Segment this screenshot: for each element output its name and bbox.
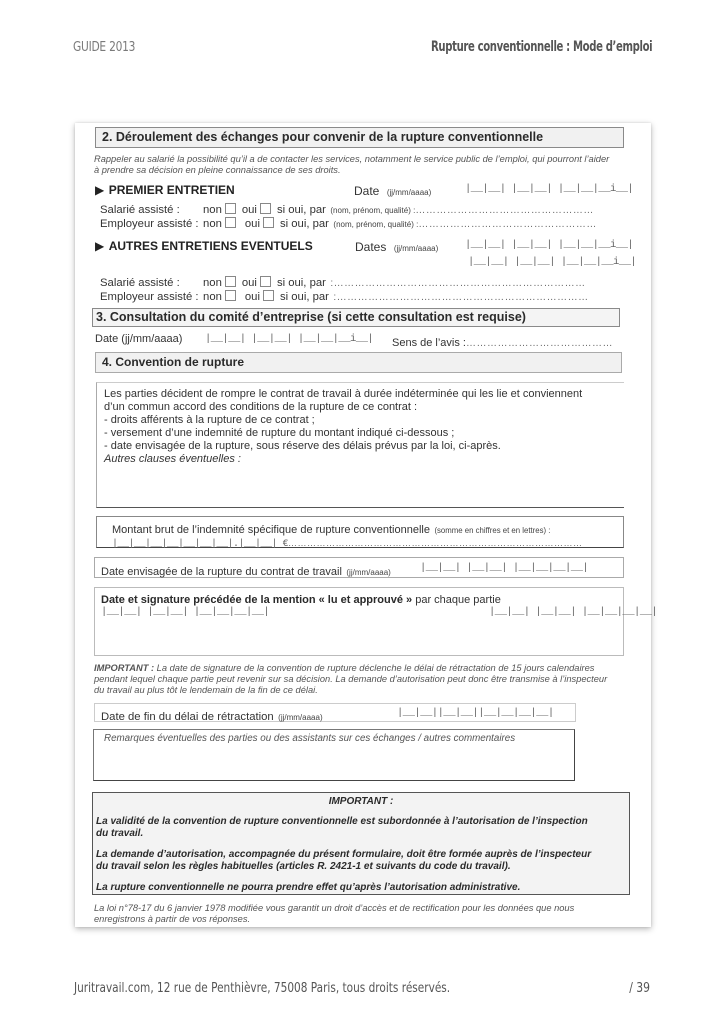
sens-avis-label: Sens de l’avis : xyxy=(392,337,466,349)
premier-salarie-oui-checkbox[interactable] xyxy=(260,203,271,214)
non-label: non xyxy=(203,218,222,230)
section-3-date-label: Date (jj/mm/aaaa) xyxy=(95,333,183,345)
legal-note-line2: enregistrons à partir de vos réponses. xyxy=(94,914,251,924)
important-box-para2-line2: du travail selon les règles habituelles (articles R. 2421-1 et suivants du code du travail). xyxy=(96,861,511,872)
important-note-text1: La date de signature de la convention de rupture déclenche le délai de rétractation de 15 jours calendaires xyxy=(154,663,595,673)
autres-salarie-assistant-field[interactable]: :……………………………………………………………… xyxy=(330,278,586,289)
si-oui-label: si oui, par xyxy=(276,204,326,216)
autres-date-label-group xyxy=(355,238,438,256)
oui-label: oui xyxy=(241,277,257,289)
section-3-title: 3. Consultation du comité d’entreprise (si cette consultation est requise) xyxy=(96,310,526,324)
legal-note-line1: La loi n°78-17 du 6 janvier 1978 modifiée vous garantit un droit d’accès et de rectification pour les données que nous xyxy=(94,903,575,913)
autres-date-field-2[interactable]: |__|__| |__|__| |__|__|__i__| xyxy=(468,256,637,268)
footer-copyright: Juritravail.com, 12 rue de Penthièvre, 75008 Paris, tous droits réservés. xyxy=(74,980,451,996)
montant-words-field[interactable]: ………………………………………………………………………………… xyxy=(288,538,583,548)
oui-label: oui xyxy=(241,204,257,216)
employeur-assiste-label: Employeur assisté : xyxy=(100,291,199,303)
date-rupture-format: (jj/mm/aaaa) xyxy=(346,568,391,577)
autres-employeur-non-checkbox[interactable] xyxy=(225,290,236,301)
signature-date-left-field[interactable]: |__|__| |__|__| |__|__|__|__| xyxy=(101,606,270,618)
date-rupture-box xyxy=(94,557,624,578)
convention-body-line2: d’un commun accord des conditions de la rupture de ce contrat : xyxy=(104,401,418,413)
si-oui-detail: (nom, prénom, qualité) : xyxy=(333,220,419,229)
section-4-header xyxy=(95,352,622,373)
important-note-line1 xyxy=(94,663,594,674)
important-box-para3: La rupture conventionnelle ne pourra prendre effet qu’après l’autorisation administrative. xyxy=(96,882,521,893)
premier-employeur-non-checkbox[interactable] xyxy=(225,217,236,228)
si-oui-label: si oui, par xyxy=(279,291,329,303)
date-rupture-label-group xyxy=(101,562,391,580)
convention-body-line4: - versement d’une indemnité de rupture du montant indiqué ci-dessous ; xyxy=(104,427,455,439)
non-label: non xyxy=(203,204,222,216)
section-3-date-field[interactable]: |__|__| |__|__| |__|__|__i__| xyxy=(205,333,374,345)
convention-body-line5: - date envisagée de la rupture, sous réserve des délais prévus par la loi, ci-après. xyxy=(104,440,501,452)
date-rupture-label: Date envisagée de la rupture du contrat de travail xyxy=(101,566,342,578)
signature-box[interactable] xyxy=(94,587,658,656)
autres-employeur-row xyxy=(100,287,589,305)
important-box-para1-line1: La validité de la convention de rupture conventionnelle est subordonnée à l’autorisation de l’inspection xyxy=(96,816,588,827)
premier-date-field[interactable]: |__|__| |__|__| |__|__|__i__| xyxy=(465,183,634,195)
montant-box xyxy=(96,516,624,548)
document-title-header: Rupture conventionnelle : Mode d’emploi xyxy=(430,39,652,55)
autres-entretiens-title: AUTRES ENTRETIENS EVENTUELS xyxy=(108,239,313,253)
section-2-title: 2. Déroulement des échanges pour convenir de la rupture conventionnelle xyxy=(102,130,544,144)
autres-employeur-assistant-field[interactable]: :……………………………………………………………… xyxy=(333,292,589,303)
form-sheet xyxy=(75,123,658,927)
important-box-title: IMPORTANT : xyxy=(328,796,394,807)
autres-clauses-label: Autres clauses éventuelles : xyxy=(104,453,241,465)
autres-salarie-oui-checkbox[interactable] xyxy=(260,276,271,287)
convention-body-line1: Les parties décident de rompre le contrat de travail à durée indéterminée qui les lie et conviennent xyxy=(104,388,583,400)
non-label: non xyxy=(203,277,222,289)
premier-salarie-assistant-field[interactable]: …………………………………………… xyxy=(415,205,594,216)
montant-amount-field[interactable]: |__|__|__|__|__|__|__|.|__|__| € xyxy=(112,539,289,550)
remarques-box[interactable] xyxy=(93,729,575,781)
signature-label-rest: par chaque partie xyxy=(412,594,501,606)
arrow-right-icon: ▶ xyxy=(95,239,105,253)
premier-salarie-non-checkbox[interactable] xyxy=(225,203,236,214)
section-4-title: 4. Convention de rupture xyxy=(102,355,245,369)
date-rupture-field[interactable]: |__|__| |__|__| |__|__|__|__| xyxy=(420,562,589,574)
oui-label: oui xyxy=(244,218,260,230)
signature-date-right-field[interactable]: |__|__| |__|__| |__|__|__|__| xyxy=(489,606,658,618)
premier-employeur-oui-checkbox[interactable] xyxy=(263,217,274,228)
retractation-date-field[interactable]: |__|__||__|__||__|__|__|__| xyxy=(397,707,554,719)
retractation-label-group xyxy=(101,707,323,725)
important-note-line2: pendant lequel chaque partie peut revenir sur sa décision. La demande d’autorisation peut donc être transmise à l’inspecteur xyxy=(94,674,608,684)
oui-label: oui xyxy=(244,291,260,303)
premier-date-format: (jj/mm/aaaa) xyxy=(386,188,432,197)
autres-employeur-oui-checkbox[interactable] xyxy=(263,290,274,301)
autres-date-format: (jj/mm/aaaa) xyxy=(393,244,439,253)
retractation-format: (jj/mm/aaaa) xyxy=(278,713,323,722)
si-oui-detail: (nom, prénom, qualité) : xyxy=(330,206,416,215)
salarie-assiste-label: Salarié assisté : xyxy=(100,204,180,216)
sens-avis-field[interactable]: …………………………………… xyxy=(465,338,613,349)
important-note-line3: du travail au plus tôt le lendemain de la fin de ce délai. xyxy=(94,685,318,695)
autres-salarie-non-checkbox[interactable] xyxy=(225,276,236,287)
si-oui-label: si oui, par xyxy=(279,218,329,230)
signature-label-bold: Date et signature précédée de la mention « lu et approuvé » xyxy=(101,594,413,606)
autres-date-field-1[interactable]: |__|__| |__|__| |__|__|__i__| xyxy=(465,239,634,251)
section-3-header xyxy=(92,308,620,327)
retractation-label: Date de fin du délai de rétractation xyxy=(101,711,274,723)
section-2-note-line1: Rappeler au salarié la possibilité qu’il a de contacter les services, notamment le service public de l’emploi, qui pourront l’aider xyxy=(94,154,610,164)
arrow-right-icon: ▶ xyxy=(95,183,105,197)
convention-body-line3: - droits afférents à la rupture de ce contrat ; xyxy=(104,414,315,426)
montant-detail: (somme en chiffres et en lettres) : xyxy=(434,526,551,535)
non-label: non xyxy=(203,291,222,303)
premier-date-label: Date xyxy=(354,184,380,198)
montant-label: Montant brut de l’indemnité spécifique de rupture conventionnelle xyxy=(112,524,430,536)
remarques-label: Remarques éventuelles des parties ou des assistants sur ces échanges / autres commentaires xyxy=(104,733,516,744)
salarie-assiste-label: Salarié assisté : xyxy=(100,277,180,289)
important-box xyxy=(92,792,630,895)
important-box-para2-line1: La demande d’autorisation, accompagnée du présent formulaire, doit être formée auprès de l’inspecteur xyxy=(96,849,592,860)
premier-employeur-assistant-field[interactable]: …………………………………………… xyxy=(418,219,597,230)
section-2-header xyxy=(95,127,624,148)
autres-entretiens-heading xyxy=(95,237,313,255)
important-note-label: IMPORTANT : xyxy=(94,663,155,673)
premier-entretien-title: PREMIER ENTRETIEN xyxy=(108,183,235,197)
sens-avis-group xyxy=(392,333,613,351)
premier-entretien-heading xyxy=(95,181,235,199)
montant-field-group xyxy=(112,533,583,551)
autres-date-label: Dates xyxy=(355,240,387,254)
convention-text-box[interactable] xyxy=(96,382,624,508)
guide-year-header: GUIDE 2013 xyxy=(73,40,136,55)
section-2-note-line2: à prendre sa décision en pleine connaissance de ses droits. xyxy=(94,165,341,175)
si-oui-label: si oui, par xyxy=(276,277,326,289)
premier-employeur-row xyxy=(100,214,597,232)
employeur-assiste-label: Employeur assisté : xyxy=(100,218,199,230)
page-number: / 39 xyxy=(629,980,650,996)
retractation-box xyxy=(94,703,576,722)
premier-date-label-group xyxy=(354,182,431,200)
important-box-para1-line2: du travail. xyxy=(96,828,144,839)
